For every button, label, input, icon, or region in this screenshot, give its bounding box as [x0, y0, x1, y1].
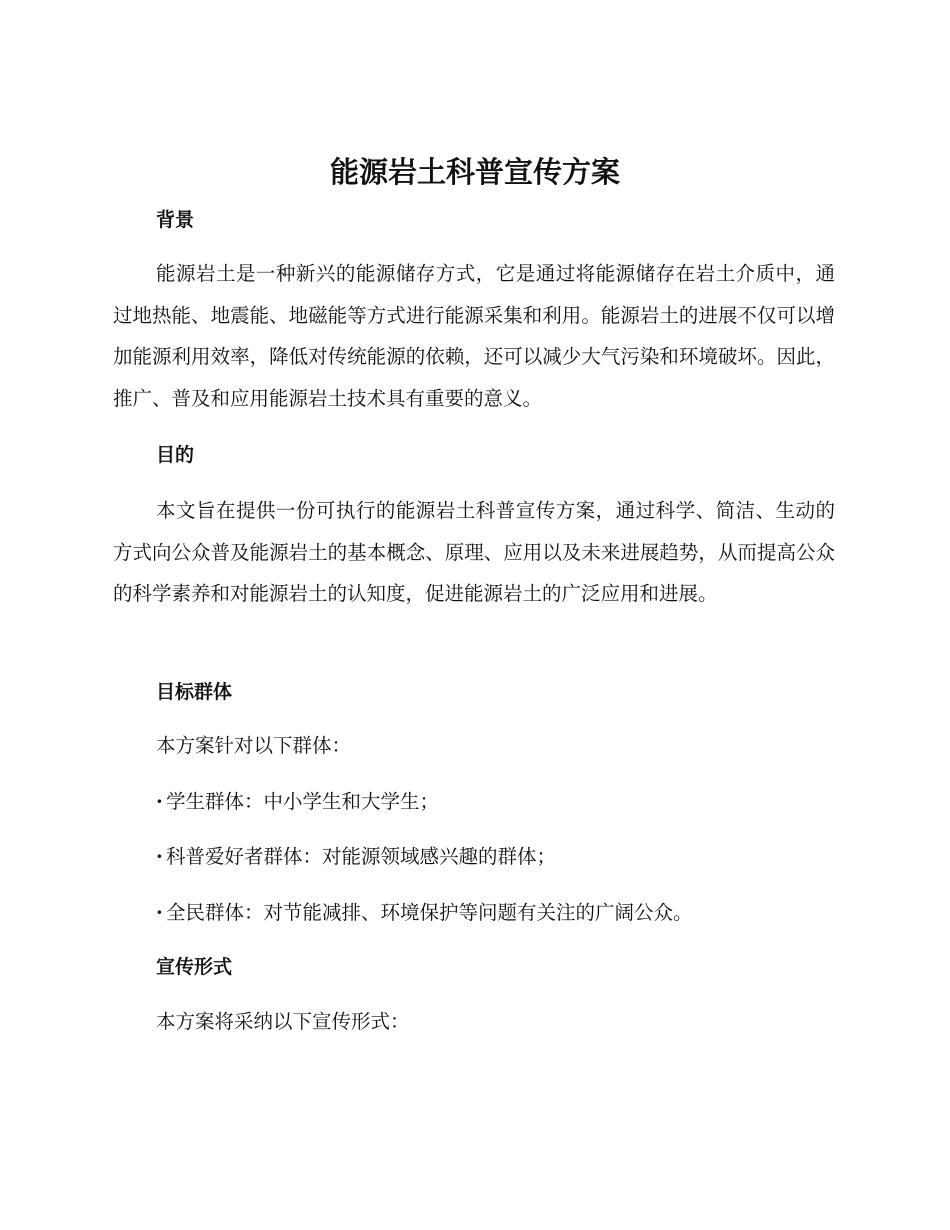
forms-intro: 本方案将采纳以下宣传形式：: [156, 1010, 410, 1033]
document-title: 能源岩土科普宣传方案: [329, 155, 620, 189]
list-item: [156, 899, 693, 927]
purpose-paragraph: 本文旨在提供一份可执行的能源岩土科普宣传方案，通过科学、简洁、生动的方式向公众普及能源岩土的基本概念、原理、应用以及未来进展趋势，从而提高公众的科学素养和对能源岩土的认知度，促进能源岩土的广泛应用和进展。: [113, 499, 835, 605]
list-item-text: 全民群体：对节能减排、环境保护等问题有关注的广阔公众。: [166, 901, 693, 924]
target-groups-intro: 本方案针对以下群体：: [156, 734, 352, 757]
background-paragraph: 能源岩土是一种新兴的能源储存方式，它是通过将能源储存在岩土介质中，通过地热能、地震能、地磁能等方式进行能源采集和利用。能源岩土的进展不仅可以增加能源利用效率，降低对传统能源的依赖，还可以减少大气污染和环境破坏。因此，推广、普及和应用能源岩土技术具有重要的意义。: [113, 262, 835, 410]
bullet-icon: ·: [156, 901, 163, 924]
list-item: [156, 843, 556, 871]
bullet-icon: ·: [156, 790, 163, 813]
bullet-icon: ·: [156, 845, 163, 868]
section-heading-background: 背景: [156, 209, 195, 231]
list-item-text: 学生群体：中小学生和大学生；: [166, 790, 440, 813]
section-heading-forms: 宣传形式: [156, 956, 233, 978]
section-heading-target-groups: 目标群体: [156, 681, 233, 703]
list-item: [156, 788, 439, 816]
section-heading-purpose: 目的: [156, 444, 195, 466]
list-item-text: 科普爱好者群体：对能源领域感兴趣的群体；: [166, 845, 557, 868]
